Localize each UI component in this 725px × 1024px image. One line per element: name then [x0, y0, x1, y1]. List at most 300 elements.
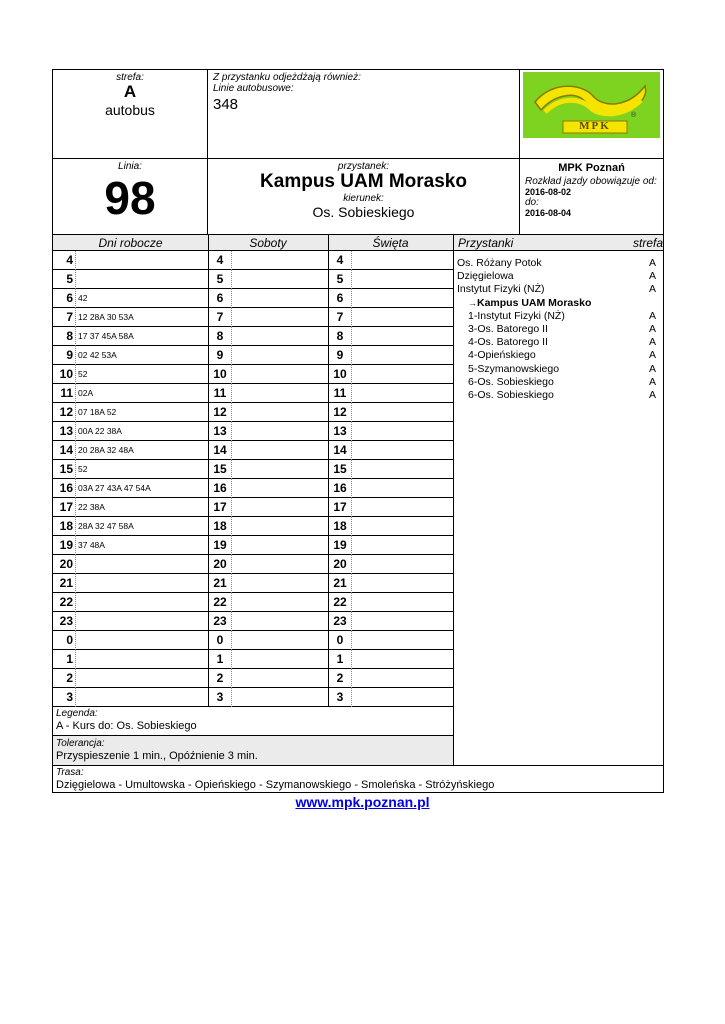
holiday-hour-row — [328, 498, 453, 517]
hour-number: 16 — [59, 481, 73, 495]
weekday-hour-row — [53, 460, 208, 479]
hour-number: 14 — [333, 443, 347, 457]
hour-number: 5 — [336, 272, 344, 286]
hour-separator — [231, 460, 232, 479]
hour-separator — [231, 612, 232, 631]
zone-cell — [53, 70, 208, 159]
holiday-hour-row — [328, 289, 453, 308]
holiday-hour-row — [328, 308, 453, 327]
hour-separator — [351, 460, 352, 479]
saturday-hour-row — [208, 384, 328, 403]
hour-separator — [75, 270, 76, 289]
stop-name: 4-Os. Batorego II — [468, 336, 548, 349]
direction-value: Os. Sobieskiego — [312, 204, 415, 220]
hour-number: 3 — [336, 690, 344, 704]
hour-separator — [351, 574, 352, 593]
hour-number: 0 — [66, 633, 73, 647]
col-saturdays: Soboty — [249, 236, 287, 250]
hour-number: 10 — [333, 367, 347, 381]
line-cell — [53, 159, 208, 235]
hour-number: 11 — [333, 386, 347, 400]
hour-separator — [351, 669, 352, 688]
weekday-hour-row — [53, 327, 208, 346]
hour-number: 23 — [59, 614, 73, 628]
hour-separator — [231, 289, 232, 308]
weekday-hour-row — [53, 251, 208, 270]
stop-zone: A — [648, 323, 656, 336]
weekday-hour-row — [53, 403, 208, 422]
holiday-hour-row — [328, 365, 453, 384]
weekday-hour-row — [53, 536, 208, 555]
hour-number: 7 — [216, 310, 224, 324]
hour-number: 12 — [213, 405, 227, 419]
divider-stops — [453, 235, 454, 765]
saturday-hour-row — [208, 251, 328, 270]
saturday-hour-row — [208, 593, 328, 612]
legend-box — [53, 706, 453, 736]
minutes: 12 28A 30 53A — [78, 312, 134, 322]
hour-number: 14 — [213, 443, 227, 457]
hour-separator — [75, 365, 76, 384]
hour-separator — [231, 479, 232, 498]
tolerance-box — [53, 736, 453, 765]
hour-number: 13 — [213, 424, 227, 438]
hour-separator — [75, 460, 76, 479]
hour-number: 8 — [216, 329, 224, 343]
other-lines-cell — [208, 70, 520, 159]
saturday-hour-row — [208, 479, 328, 498]
saturday-hour-row — [208, 536, 328, 555]
stop-zone: A — [648, 257, 656, 269]
holiday-hour-row — [328, 555, 453, 574]
saturday-hour-row — [208, 688, 328, 707]
hour-number: 4 — [66, 253, 73, 267]
zone-label: strefa: — [116, 72, 144, 83]
hour-number: 22 — [213, 595, 227, 609]
stop-zone: A — [648, 389, 656, 402]
hour-number: 13 — [59, 424, 73, 438]
hour-number: 2 — [216, 671, 224, 685]
holiday-hour-row — [328, 688, 453, 707]
hour-separator — [351, 498, 352, 517]
tolerance-label: Tolerancja: — [56, 738, 105, 749]
stop-item — [457, 376, 662, 389]
saturday-hour-row — [208, 422, 328, 441]
minutes: 42 — [78, 293, 88, 303]
saturday-hour-row — [208, 346, 328, 365]
minutes: 00A 22 38A — [78, 426, 122, 436]
hour-separator — [231, 422, 232, 441]
minutes: 17 37 45A 58A — [78, 331, 134, 341]
hour-separator — [75, 327, 76, 346]
hour-separator — [75, 289, 76, 308]
stop-zone: A — [648, 362, 656, 375]
holiday-hour-row — [328, 251, 453, 270]
hour-number: 21 — [59, 576, 73, 590]
holiday-hour-row — [328, 441, 453, 460]
saturday-hour-row — [208, 612, 328, 631]
saturday-hour-row — [208, 403, 328, 422]
hour-separator — [75, 384, 76, 403]
hour-number: 17 — [59, 500, 73, 514]
hour-separator — [231, 365, 232, 384]
weekday-hour-row — [53, 593, 208, 612]
holiday-hour-row — [328, 384, 453, 403]
saturday-hour-row — [208, 308, 328, 327]
hour-separator — [75, 479, 76, 498]
hour-separator — [231, 650, 232, 669]
weekday-hour-row — [53, 289, 208, 308]
legend-label: Legenda: — [56, 708, 98, 719]
hour-separator — [231, 536, 232, 555]
stop-label: przystanek: — [337, 161, 390, 172]
hour-number: 20 — [59, 557, 73, 571]
hour-separator — [231, 403, 232, 422]
hour-separator — [351, 403, 352, 422]
holiday-hour-row — [328, 536, 453, 555]
hour-number: 18 — [59, 519, 73, 533]
col-weekdays: Dni robocze — [98, 236, 163, 250]
stop-item — [457, 283, 662, 296]
hour-separator — [351, 555, 352, 574]
stop-item — [457, 310, 662, 323]
hour-separator — [231, 308, 232, 327]
hour-separator — [231, 270, 232, 289]
also-departing-label: Z przystanku odjeżdżają również: — [213, 72, 361, 83]
hour-separator — [75, 498, 76, 517]
valid-to-label: do: — [525, 197, 539, 208]
weekday-hour-row — [53, 612, 208, 631]
hour-number: 7 — [336, 310, 344, 324]
stops-list — [457, 257, 662, 402]
minutes: 22 38A — [78, 502, 105, 512]
hour-number: 17 — [333, 500, 347, 514]
minutes: 02A — [78, 388, 94, 398]
holiday-hour-row — [328, 422, 453, 441]
hour-number: 2 — [336, 671, 344, 685]
stop-name: Kampus UAM Morasko — [477, 296, 592, 309]
stop-zone: A — [648, 283, 656, 296]
footer — [0, 794, 725, 810]
hour-number: 18 — [333, 519, 347, 533]
hour-separator — [75, 517, 76, 536]
stop-zone: A — [648, 309, 656, 322]
holiday-hour-row — [328, 346, 453, 365]
bus-lines-value: 348 — [213, 96, 239, 113]
hour-separator — [75, 574, 76, 593]
hour-number: 10 — [213, 367, 227, 381]
hour-separator — [351, 536, 352, 555]
minutes: 52 — [78, 369, 88, 379]
minutes: 02 42 53A — [78, 350, 117, 360]
minutes: 20 28A 32 48A — [78, 445, 134, 455]
weekday-hour-row — [53, 365, 208, 384]
hour-separator — [351, 479, 352, 498]
logo-registered: ® — [631, 112, 637, 119]
hour-separator — [75, 555, 76, 574]
hour-separator — [351, 517, 352, 536]
hour-separator — [75, 441, 76, 460]
saturday-hour-row — [208, 555, 328, 574]
weekday-hour-row — [53, 498, 208, 517]
stop-item — [457, 270, 662, 283]
current-stop-arrow-icon: → — [468, 297, 477, 308]
hour-number: 19 — [59, 538, 73, 552]
holiday-hour-row — [328, 612, 453, 631]
hour-separator — [75, 251, 76, 270]
stop-name: 4-Opieńskiego — [468, 349, 536, 362]
hour-separator — [351, 441, 352, 460]
hour-separator — [75, 669, 76, 688]
stop-item — [457, 349, 662, 362]
weekday-hour-row — [53, 441, 208, 460]
hour-number: 11 — [213, 386, 227, 400]
zone-value: A — [123, 82, 137, 101]
saturday-hour-row — [208, 631, 328, 650]
saturday-hour-row — [208, 669, 328, 688]
weekday-hour-row — [53, 517, 208, 536]
hour-separator — [351, 327, 352, 346]
hour-number: 9 — [336, 348, 344, 362]
minutes: 37 48A — [78, 540, 105, 550]
hour-separator — [231, 688, 232, 707]
hour-number: 15 — [213, 462, 227, 476]
stop-item — [457, 363, 662, 376]
hour-number: 6 — [66, 291, 73, 305]
minutes: 52 — [78, 464, 88, 474]
stop-item — [457, 389, 662, 402]
saturday-hour-row — [208, 270, 328, 289]
weekday-hour-row — [53, 669, 208, 688]
stop-item — [457, 257, 662, 270]
hour-number: 8 — [66, 329, 73, 343]
weekday-hour-row — [53, 270, 208, 289]
hour-number: 10 — [59, 367, 73, 381]
hour-number: 12 — [59, 405, 73, 419]
hour-separator — [75, 612, 76, 631]
tolerance-text: Przyspieszenie 1 min., Opóźnienie 3 min. — [56, 750, 258, 762]
direction-label: kierunek: — [343, 193, 384, 204]
hour-number: 3 — [216, 690, 224, 704]
hour-number: 14 — [59, 443, 73, 457]
hour-separator — [351, 422, 352, 441]
hour-separator — [231, 346, 232, 365]
weekday-hour-row — [53, 688, 208, 707]
weekday-hour-row — [53, 308, 208, 327]
timetable-frame — [52, 69, 664, 793]
hour-separator — [75, 403, 76, 422]
hour-number: 22 — [333, 595, 347, 609]
hour-separator — [351, 308, 352, 327]
holiday-hour-row — [328, 460, 453, 479]
route-box — [53, 765, 663, 792]
website-link[interactable]: www.mpk.poznan.pl — [295, 794, 430, 810]
logo-cell — [520, 70, 663, 159]
hour-number: 15 — [59, 462, 73, 476]
hour-number: 18 — [213, 519, 227, 533]
weekday-hour-row — [53, 479, 208, 498]
valid-from-label: Rozkład jazdy obowiązuje od: — [525, 176, 657, 187]
hour-number: 1 — [66, 652, 73, 666]
hour-separator — [231, 441, 232, 460]
stop-name: Dzięgielowa — [457, 270, 514, 283]
hour-separator — [351, 384, 352, 403]
line-number: 98 — [104, 172, 156, 224]
hour-number: 20 — [333, 557, 347, 571]
hour-number: 23 — [213, 614, 227, 628]
holiday-hour-row — [328, 479, 453, 498]
stop-item — [457, 336, 662, 349]
valid-from: 2016-08-02 — [525, 187, 572, 197]
hour-separator — [75, 650, 76, 669]
hour-separator — [75, 422, 76, 441]
stop-name: 6-Os. Sobieskiego — [468, 389, 554, 402]
stop-name: Os. Różany Potok — [457, 257, 542, 269]
hour-separator — [231, 669, 232, 688]
saturday-hour-row — [208, 460, 328, 479]
hour-number: 6 — [216, 291, 224, 305]
valid-to: 2016-08-04 — [525, 208, 572, 218]
hour-number: 8 — [336, 329, 344, 343]
stop-item — [457, 323, 662, 336]
hour-separator — [351, 650, 352, 669]
holiday-hour-row — [328, 403, 453, 422]
holiday-hour-row — [328, 650, 453, 669]
holiday-hour-row — [328, 593, 453, 612]
minutes: 03A 27 43A 47 54A — [78, 483, 151, 493]
hour-separator — [231, 498, 232, 517]
hour-number: 19 — [333, 538, 347, 552]
hour-number: 20 — [213, 557, 227, 571]
stop-name: Instytut Fizyki (NŻ) — [457, 283, 545, 296]
holiday-hour-row — [328, 270, 453, 289]
hour-number: 4 — [336, 253, 344, 267]
hour-separator — [231, 384, 232, 403]
hour-separator — [351, 612, 352, 631]
hour-separator — [351, 270, 352, 289]
saturday-hour-row — [208, 517, 328, 536]
operator-name: MPK Poznań — [558, 162, 625, 174]
hour-separator — [231, 555, 232, 574]
stop-item — [457, 297, 662, 310]
stop-zone: A — [648, 270, 656, 283]
hour-separator — [75, 536, 76, 555]
hour-separator — [75, 593, 76, 612]
minutes: 07 18A 52 — [78, 407, 117, 417]
hour-separator — [231, 631, 232, 650]
weekday-hour-row — [53, 422, 208, 441]
hour-number: 5 — [216, 272, 224, 286]
hour-number: 0 — [336, 633, 344, 647]
hour-separator — [351, 251, 352, 270]
hour-separator — [351, 688, 352, 707]
hour-separator — [231, 327, 232, 346]
hour-number: 2 — [66, 671, 73, 685]
route-text: Dzięgielowa - Umultowska - Opieńskiego - Szymanowskiego - Smoleńska - Stróżyńskiego — [56, 779, 495, 791]
stop-name: 6-Os. Sobieskiego — [468, 375, 554, 388]
stop-name: Kampus UAM Morasko — [260, 171, 467, 192]
hour-separator — [351, 365, 352, 384]
saturday-hour-row — [208, 327, 328, 346]
weekday-hour-row — [53, 574, 208, 593]
col-holidays: Święta — [372, 236, 409, 250]
weekday-hour-row — [53, 555, 208, 574]
stop-name: 5-Szymanowskiego — [468, 362, 560, 375]
hour-number: 1 — [216, 652, 224, 666]
hour-number: 9 — [216, 348, 224, 362]
hour-number: 23 — [333, 614, 347, 628]
hour-number: 12 — [333, 405, 347, 419]
hour-number: 13 — [333, 424, 347, 438]
hour-separator — [351, 289, 352, 308]
saturday-hour-row — [208, 650, 328, 669]
hour-number: 5 — [66, 272, 73, 286]
hour-separator — [231, 593, 232, 612]
hour-number: 6 — [336, 291, 344, 305]
hour-separator — [231, 574, 232, 593]
saturday-hour-row — [208, 289, 328, 308]
holiday-hour-row — [328, 631, 453, 650]
stop-zone: A — [648, 349, 656, 362]
hour-separator — [351, 593, 352, 612]
weekday-hour-row — [53, 650, 208, 669]
hour-number: 11 — [60, 386, 73, 400]
hour-number: 4 — [216, 253, 224, 267]
col-zone: strefa — [632, 236, 663, 250]
saturday-hour-row — [208, 441, 328, 460]
hour-number: 15 — [333, 462, 347, 476]
line-label: Linia: — [118, 161, 142, 172]
hour-number: 16 — [333, 481, 347, 495]
hour-separator — [231, 251, 232, 270]
bus-lines-label: Linie autobusowe: — [213, 83, 294, 94]
holiday-hour-row — [328, 669, 453, 688]
holiday-hour-row — [328, 327, 453, 346]
hour-number: 16 — [213, 481, 227, 495]
hour-number: 21 — [213, 576, 227, 590]
validity-cell — [520, 159, 663, 235]
weekday-hour-row — [53, 346, 208, 365]
holiday-hour-row — [328, 517, 453, 536]
stop-name: 3-Os. Batorego II — [468, 323, 548, 336]
hour-separator — [75, 631, 76, 650]
hour-number: 0 — [216, 633, 224, 647]
stop-name: 1-Instytut Fizyki (NŻ) — [468, 309, 565, 322]
saturday-hour-row — [208, 574, 328, 593]
weekday-hour-row — [53, 384, 208, 403]
hour-number: 3 — [66, 690, 73, 704]
logo-text: MPK — [579, 120, 611, 132]
stop-zone: A — [648, 336, 656, 349]
col-stops: Przystanki — [458, 236, 514, 250]
hour-separator — [231, 517, 232, 536]
hour-number: 17 — [213, 500, 227, 514]
holiday-hour-row — [328, 574, 453, 593]
minutes: 28A 32 47 58A — [78, 521, 134, 531]
saturday-hour-row — [208, 365, 328, 384]
stop-zone: A — [648, 375, 656, 388]
hour-number: 7 — [66, 310, 73, 324]
vehicle-type: autobus — [105, 102, 155, 118]
hour-number: 21 — [333, 576, 347, 590]
hour-separator — [75, 308, 76, 327]
legend-text: A - Kurs do: Os. Sobieskiego — [56, 720, 197, 732]
stop-cell — [208, 159, 520, 235]
hour-number: 19 — [213, 538, 227, 552]
hour-separator — [75, 688, 76, 707]
mpk-logo — [523, 72, 660, 138]
hour-separator — [351, 346, 352, 365]
